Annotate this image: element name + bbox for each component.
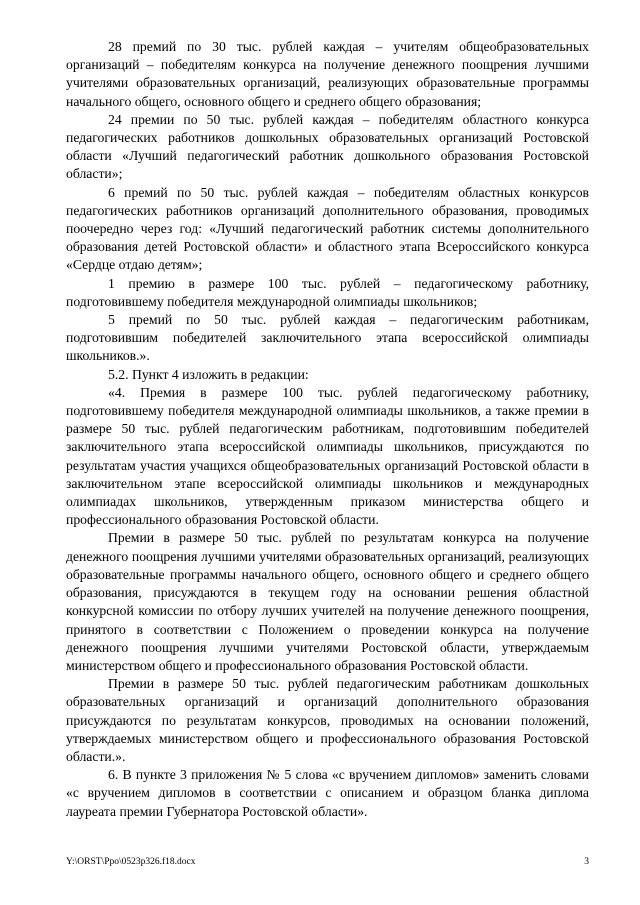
paragraph-item-6: 6. В пункте 3 приложения № 5 слова «с вручением дипломов» заменить словами «с вручением дипломов в соответствии с описанием и образцом бланка диплома лауреата премии Губернатора Ростовской области».	[66, 767, 589, 819]
paragraph-28-premiums: 28 премий по 30 тыс. рублей каждая – учителям общеобразовательных организаций – победителям конкурса на получение денежного поощрения лучшими учителями образовательных организаций, реализующих образовательные программы начального общего, основного общего и среднего общего образования;	[66, 39, 589, 109]
paragraph-item-4: «4. Премия в размере 100 тыс. рублей педагогическому работнику, подготовившему победителя международной олимпиады школьников, а также премии в размере 50 тыс. рублей педагогическим работникам, подготовившим победителей заключительного этапа всероссийской олимпиады школьников, присуждаются по результатам участия учащихся общеобразовательных организаций Ростовской области в заключительном этапе всероссийской олимпиады школьников и международных олимпиадах школьников, утвержденным приказом министерства общего и профессионального образования Ростовской области.	[66, 384, 589, 528]
file-path: Y:\ORST\Ppo\0523p326.f18.docx	[66, 857, 196, 867]
document-body	[66, 38, 589, 821]
paragraph-24-premiums: 24 премии по 50 тыс. рублей каждая – победителям областного конкурса педагогических работников дошкольных образовательных организаций Ростовской области «Лучший педагогический работник дошкольного образования Ростовской области»;	[66, 111, 589, 182]
paragraph-1-premium: 1 премию в размере 100 тыс. рублей – педагогическому работнику, подготовившему победителя международной олимпиады школьников;	[66, 275, 589, 309]
paragraph-item-5-2: 5.2. Пункт 4 изложить в редакции:	[108, 366, 309, 382]
page-number: 3	[584, 857, 589, 867]
paragraph-5-premiums: 5 премий по 50 тыс. рублей каждая – педагогическим работникам, подготовившим победителей заключительного этапа всероссийской олимпиады школьников.».	[66, 312, 589, 364]
paragraph-6-premiums: 6 премий по 50 тыс. рублей каждая – победителям областных конкурсов педагогических работников организаций дополнительного образования, проводимых поочередно через год: «Лучший педагогический работник системы дополнительного образования детей Ростовской области» и областного этапа Всероссийского конкурса «Сердце отдаю детям»;	[66, 184, 589, 273]
paragraph-teacher-premiums: Премии в размере 50 тыс. рублей по результатам конкурса на получение денежного поощрения лучшими учителями образовательных организаций, реализующих образовательные программы начального общего, основного общего и среднего общего образования, присуждаются в текущем году на основании решения областной конкурсной комиссии по отбору лучших учителей на получение денежного поощрения, принятого в соответствии с Положением о проведении конкурса на получение денежного поощрения лучшими учителями Ростовской области, утверждаемым министерством общего и профессионального образования Ростовской области.	[66, 530, 589, 673]
page-footer	[66, 857, 589, 867]
paragraph-preschool-premiums: Премии в размере 50 тыс. рублей педагогическим работникам дошкольных образовательных организаций и организаций дополнительного образования присуждаются по результатам конкурсов, проводимых на основании положений, утверждаемых министерством общего и профессионального образования Ростовской области.».	[66, 676, 589, 764]
